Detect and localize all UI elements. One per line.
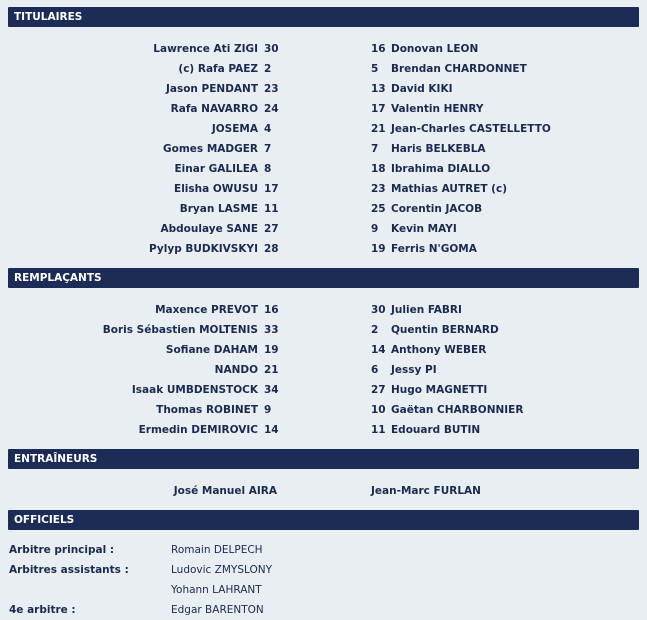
player-row bbox=[0, 300, 647, 320]
home-player-number: 24 bbox=[264, 103, 279, 115]
home-player-name: Bryan LASME bbox=[179, 203, 258, 215]
home-player-number: 17 bbox=[264, 183, 279, 195]
away-player-number: 14 bbox=[371, 344, 386, 356]
home-player-number: 2 bbox=[264, 63, 272, 75]
player-row bbox=[0, 320, 647, 340]
away-player-number: 18 bbox=[371, 163, 386, 175]
away-player-name: Valentin HENRY bbox=[391, 103, 484, 115]
official-row bbox=[0, 540, 647, 560]
home-player-number: 14 bbox=[264, 424, 279, 436]
home-player-name: Ermedin DEMIROVIC bbox=[138, 424, 258, 436]
home-player-number: 23 bbox=[264, 83, 279, 95]
official-name: Romain DELPECH bbox=[171, 544, 263, 556]
player-row bbox=[0, 159, 647, 179]
official-role: Arbitres assistants : bbox=[9, 564, 129, 576]
player-row bbox=[0, 79, 647, 99]
home-player-name: JOSEMA bbox=[211, 123, 258, 135]
away-player-name: Gaëtan CHARBONNIER bbox=[391, 404, 524, 416]
home-player-name: Lawrence Ati ZIGI bbox=[153, 43, 258, 55]
official-name: Yohann LAHRANT bbox=[171, 584, 262, 596]
home-player-name: NANDO bbox=[214, 364, 258, 376]
official-role: Arbitre principal : bbox=[9, 544, 115, 556]
home-player-name: Isaak UMBDENSTOCK bbox=[131, 384, 258, 396]
home-player-name: Gomes MADGER bbox=[163, 143, 258, 155]
away-player-name: Mathias AUTRET (c) bbox=[391, 183, 508, 195]
away-player-name: David KIKI bbox=[391, 83, 453, 95]
away-player-name: Donovan LEON bbox=[391, 43, 479, 55]
away-player-name: Corentin JACOB bbox=[391, 203, 483, 215]
official-name: Edgar BARENTON bbox=[171, 604, 264, 616]
away-player-number: 23 bbox=[371, 183, 386, 195]
player-row bbox=[0, 119, 647, 139]
player-row bbox=[0, 400, 647, 420]
section-header-remplacants: REMPLAÇANTS bbox=[8, 268, 639, 288]
player-row bbox=[0, 179, 647, 199]
home-player-name: Elisha OWUSU bbox=[174, 183, 258, 195]
player-row bbox=[0, 199, 647, 219]
section-header-titulaires: TITULAIRES bbox=[8, 7, 639, 27]
away-player-name: Anthony WEBER bbox=[391, 344, 487, 356]
home-player-number: 30 bbox=[264, 43, 279, 55]
home-player-name: Thomas ROBINET bbox=[156, 404, 258, 416]
away-player-number: 25 bbox=[371, 203, 386, 215]
home-player-name: Boris Sébastien MOLTENIS bbox=[102, 324, 258, 336]
player-row bbox=[0, 360, 647, 380]
player-row bbox=[0, 139, 647, 159]
home-player-name: Einar GALILEA bbox=[174, 163, 258, 175]
away-player-name: Haris BELKEBLA bbox=[391, 143, 486, 155]
away-player-number: 17 bbox=[371, 103, 386, 115]
away-player-name: Julien FABRI bbox=[391, 304, 462, 316]
away-player-number: 2 bbox=[371, 324, 379, 336]
player-row bbox=[0, 99, 647, 119]
home-player-number: 34 bbox=[264, 384, 279, 396]
player-row bbox=[0, 239, 647, 259]
away-player-number: 19 bbox=[371, 243, 386, 255]
official-name: Ludovic ZMYSLONY bbox=[171, 564, 272, 576]
home-player-number: 28 bbox=[264, 243, 279, 255]
home-player-name: Rafa NAVARRO bbox=[170, 103, 258, 115]
section-header-entraineurs: ENTRAÎNEURS bbox=[8, 449, 639, 469]
home-player-name: Sofiane DAHAM bbox=[165, 344, 258, 356]
away-player-name: Edouard BUTIN bbox=[391, 424, 481, 436]
away-player-name: Ferris N'GOMA bbox=[391, 243, 477, 255]
away-player-number: 11 bbox=[371, 424, 386, 436]
away-player-number: 7 bbox=[371, 143, 379, 155]
away-player-name: Hugo MAGNETTI bbox=[391, 384, 488, 396]
player-row bbox=[0, 420, 647, 440]
home-player-number: 19 bbox=[264, 344, 279, 356]
official-row bbox=[0, 580, 647, 600]
away-player-name: Kevin MAYI bbox=[391, 223, 457, 235]
away-player-number: 16 bbox=[371, 43, 386, 55]
official-row bbox=[0, 600, 647, 620]
home-player-number: 9 bbox=[264, 404, 272, 416]
home-player-number: 8 bbox=[264, 163, 272, 175]
home-player-number: 7 bbox=[264, 143, 272, 155]
player-row bbox=[0, 39, 647, 59]
home-player-number: 33 bbox=[264, 324, 279, 336]
official-row bbox=[0, 560, 647, 580]
away-player-name: Jessy PI bbox=[391, 364, 437, 376]
player-row bbox=[0, 219, 647, 239]
home-player-number: 27 bbox=[264, 223, 279, 235]
official-role: 4e arbitre : bbox=[9, 604, 76, 616]
away-player-name: Ibrahima DIALLO bbox=[391, 163, 491, 175]
home-player-number: 16 bbox=[264, 304, 279, 316]
home-player-number: 11 bbox=[264, 203, 279, 215]
away-coach: Jean-Marc FURLAN bbox=[371, 485, 481, 497]
home-player-name: Abdoulaye SANE bbox=[160, 223, 258, 235]
player-row bbox=[0, 59, 647, 79]
home-player-number: 4 bbox=[264, 123, 272, 135]
player-row bbox=[0, 340, 647, 360]
away-player-number: 9 bbox=[371, 223, 379, 235]
home-player-name: Jason PENDANT bbox=[165, 83, 258, 95]
away-player-name: Quentin BERNARD bbox=[391, 324, 499, 336]
away-player-number: 27 bbox=[371, 384, 386, 396]
home-player-name: Pylyp BUDKIVSKYI bbox=[149, 243, 258, 255]
home-coach: José Manuel AIRA bbox=[173, 485, 277, 497]
away-player-number: 21 bbox=[371, 123, 386, 135]
away-player-number: 13 bbox=[371, 83, 386, 95]
away-player-number: 6 bbox=[371, 364, 379, 376]
home-player-name: Maxence PREVOT bbox=[155, 304, 258, 316]
away-player-name: Brendan CHARDONNET bbox=[391, 63, 527, 75]
coaches-row bbox=[0, 481, 647, 501]
away-player-number: 5 bbox=[371, 63, 379, 75]
home-player-name: (c) Rafa PAEZ bbox=[178, 63, 258, 75]
away-player-number: 10 bbox=[371, 404, 386, 416]
home-player-number: 21 bbox=[264, 364, 279, 376]
away-player-number: 30 bbox=[371, 304, 386, 316]
away-player-name: Jean-Charles CASTELLETTO bbox=[391, 123, 551, 135]
player-row bbox=[0, 380, 647, 400]
section-header-officiels: OFFICIELS bbox=[8, 510, 639, 530]
